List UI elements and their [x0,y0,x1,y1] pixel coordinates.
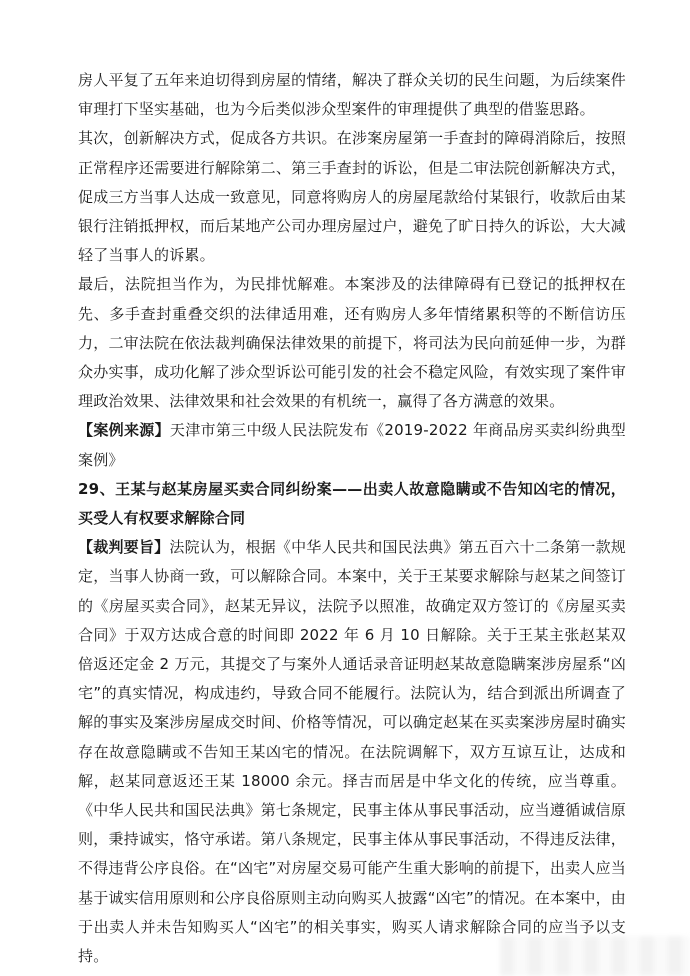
ruling-paragraph [78,533,626,971]
case-title: 29、王某与赵某房屋买卖合同纠纷案——出卖人故意隐瞒或不告知凶宅的情况，买受人有权要求解除合同 [78,479,626,528]
paragraph-third-point: 最后，法院担当作为，为民排忧解难。本案涉及的法律障碍有已登记的抵押权在先、多手查封重叠交织的法律适用难，还有购房人多年情绪累积等的不断信访压力，二审法院在依法裁判确保法律效果的前提下，将司法为民向前延伸一步，为群众办实事，成功化解了涉众型诉讼可能引发的社会不稳定风险，有效实现了案件审理政治效果、法律效果和社会效果的有机统一，赢得了各方满意的效果。 [78,275,626,411]
paragraph-intro-continuation: 房人平复了五年来迫切得到房屋的情绪，解决了群众关切的民生问题，为后续案件审理打下坚实基础，也为今后类似涉众型案件的审理提供了典型的借鉴思路。 [78,71,626,119]
case-source-paragraph [78,416,626,474]
scan-artifact [500,936,690,976]
paragraph-second-point: 其次，创新解决方式，促成各方共识。在涉案房屋第一手查封的障碍消除后，按照正常程序还需要进行解除第二、第三手查封的诉讼，但是二审法院创新解决方式，促成三方当事人达成一致意见，同意将购房人的房屋尾款给付某银行，收款后由某银行注销抵押权，而后某地产公司办理房屋过户，避免了旷日持久的诉讼，大大减轻了当事人的诉累。 [78,129,626,265]
case-source-label: 【案例来源】 [78,421,170,440]
ruling-label: 【裁判要旨】 [78,538,170,557]
document-body [78,66,626,971]
ruling-text: 法院认为，根据《中华人民共和国民法典》第五百六十二条第一款规定，当事人协商一致，可以解除合同。本案中，关于王某要求解除与赵某之间签订的《房屋买卖合同》，赵某无异议，法院予以照准，故确定双方签订的《房屋买卖合同》于双方达成合意的时间即 2022 年 6 月 10 日解除。关于王某主张赵某双倍返还定金 2 万元，其提交了与案外人通话录音证明赵某故意隐瞒案涉房屋系“凶宅”的真实情况，构成违约，导致合同不能履行。法院认为，结合到派出所调查了解的事实及案涉房屋成交时间、价格等情况，可以确定赵某在买卖案涉房屋时确实存在故意隐瞒或不告知王某凶宅的情况。在法院调解下，双方互谅互让，达成和解，赵某同意返还王某 18000 余元。择吉而居是中华文化的传统，应当尊重。《中华人民共和国民法典》第七条规定，民事主体从事民事活动，应当遵循诚信原则，秉持诚实，恪守承诺。第八条规定，民事主体从事民事活动，不得违反法律，不得违背公序良俗。在“凶宅”对房屋交易可能产生重大影响的前提下，出卖人应当基于诚实信用原则和公序良俗原则主动向购买人披露“凶宅”的情况。在本案中，由于出卖人并未告知购买人“凶宅”的相关事实，购买人请求解除合同的应当予以支持。 [78,538,626,966]
case-source-text: 天津市第三中级人民法院发布《2019-2022 年商品房买卖纠纷典型案例》 [78,421,626,469]
